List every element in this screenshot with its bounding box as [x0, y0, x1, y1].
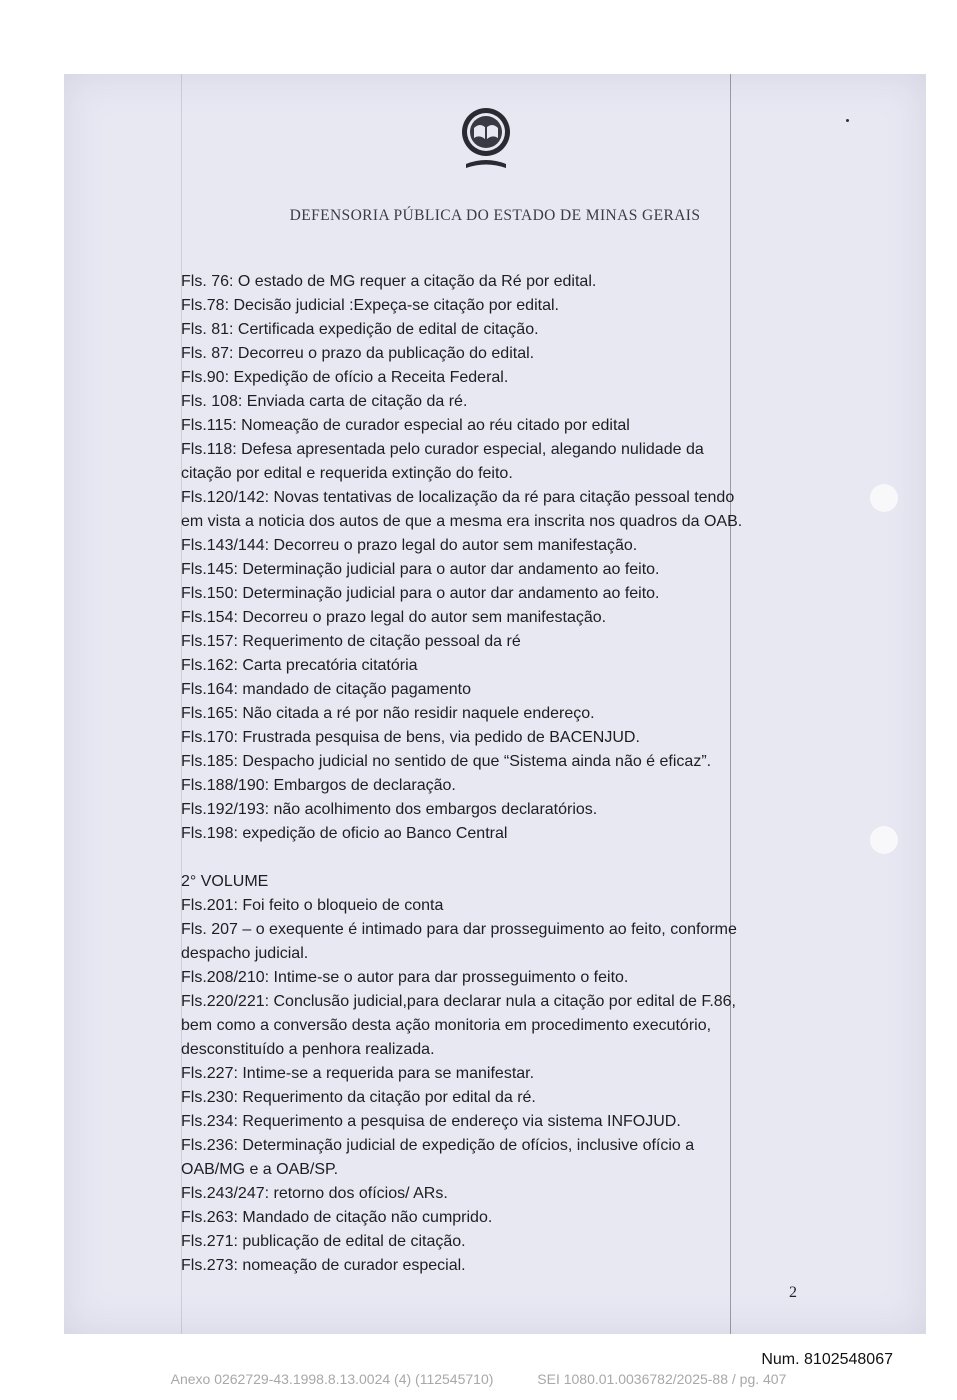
- text-line: Fls.143/144: Decorreu o prazo legal do autor sem manifestação.: [181, 537, 638, 554]
- text-line: em vista a noticia dos autos de que a mesma era inscrita nos quadros da OAB.: [181, 513, 743, 530]
- punch-hole: [870, 826, 898, 854]
- text-line: Fls. 76: O estado de MG requer a citação da Ré por edital.: [181, 273, 597, 290]
- document-number: Num. 8102548067: [761, 1351, 893, 1368]
- text-line: Fls.150: Determinação judicial para o autor dar andamento ao feito.: [181, 585, 660, 602]
- text-line: Fls.243/247: retorno dos ofícios/ ARs.: [181, 1185, 448, 1202]
- text-line: Fls.188/190: Embargos de declaração.: [181, 777, 456, 794]
- text-line: Fls. 87: Decorreu o prazo da publicação do edital.: [181, 345, 535, 362]
- text-line: Fls.145: Determinação judicial para o autor dar andamento ao feito.: [181, 561, 660, 578]
- text-line: Fls.78: Decisão judicial :Expeça-se citação por edital.: [181, 297, 559, 314]
- text-line: Fls.236: Determinação judicial de expedição de ofícios, inclusive ofício a: [181, 1137, 695, 1154]
- text-line: Fls.162: Carta precatória citatória: [181, 657, 418, 674]
- page-number: 2: [789, 1284, 797, 1301]
- text-line: Fls.90: Expedição de ofício a Receita Federal.: [181, 369, 509, 386]
- scanned-sheet: [64, 74, 926, 1334]
- text-line: Fls.115: Nomeação de curador especial ao réu citado por edital: [181, 417, 630, 434]
- text-line: Fls.227: Intime-se a requerida para se manifestar.: [181, 1065, 535, 1082]
- text-line: Fls.220/221: Conclusão judicial,para declarar nula a citação por edital de F.86,: [181, 993, 736, 1010]
- text-line: Fls.234: Requerimento a pesquisa de endereço via sistema INFOJUD.: [181, 1113, 681, 1130]
- footer-reference: [0, 1371, 957, 1387]
- text-line: Fls.118: Defesa apresentada pelo curador especial, alegando nulidade da: [181, 441, 704, 458]
- defensoria-seal-icon: [460, 104, 512, 174]
- text-line: Fls.198: expedição de oficio ao Banco Central: [181, 825, 508, 842]
- text-line: Fls.120/142: Novas tentativas de localização da ré para citação pessoal tendo: [181, 489, 735, 506]
- institution-name: DEFENSORIA PÚBLICA DO ESTADO DE MINAS GERAIS: [289, 207, 701, 224]
- text-line: Fls. 108: Enviada carta de citação da ré.: [181, 393, 468, 410]
- text-line: Fls.165: Não citada a ré por não residir naquele endereço.: [181, 705, 595, 722]
- volume-heading: 2° VOLUME: [181, 873, 269, 890]
- punch-hole: [870, 484, 898, 512]
- text-line: Fls.273: nomeação de curador especial.: [181, 1257, 466, 1274]
- text-line: Fls. 207 – o exequente é intimado para dar prosseguimento ao feito, conforme: [181, 921, 737, 938]
- text-line: Fls.185: Despacho judicial no sentido de que “Sistema ainda não é eficaz”.: [181, 753, 712, 770]
- text-line: Fls.263: Mandado de citação não cumprido.: [181, 1209, 493, 1226]
- text-line: Fls.208/210: Intime-se o autor para dar prosseguimento o feito.: [181, 969, 629, 986]
- text-line: Fls.164: mandado de citação pagamento: [181, 681, 471, 698]
- text-line: Fls.192/193: não acolhimento dos embargos declaratórios.: [181, 801, 598, 818]
- anexo-reference: Anexo 0262729-43.1998.8.13.0024 (4) (112545710): [170, 1371, 494, 1387]
- text-line: citação por edital e requerida extinção do feito.: [181, 465, 513, 482]
- text-line: desconstituído a penhora realizada.: [181, 1041, 435, 1058]
- speck: [846, 119, 849, 122]
- document-body: [181, 270, 821, 1278]
- text-line: Fls.154: Decorreu o prazo legal do autor sem manifestação.: [181, 609, 607, 626]
- text-line: Fls. 81: Certificada expedição de edital de citação.: [181, 321, 539, 338]
- text-line: bem como a conversão desta ação monitoria em procedimento executório,: [181, 1017, 712, 1034]
- text-line: OAB/MG e a OAB/SP.: [181, 1161, 339, 1178]
- text-line: Fls.271: publicação de edital de citação.: [181, 1233, 466, 1250]
- text-line: Fls.230: Requerimento da citação por edital da ré.: [181, 1089, 536, 1106]
- text-line: Fls.201: Foi feito o bloqueio de conta: [181, 897, 444, 914]
- text-line: Fls.170: Frustrada pesquisa de bens, via pedido de BACENJUD.: [181, 729, 640, 746]
- blank-line: [181, 846, 821, 870]
- text-line: Fls.157: Requerimento de citação pessoal da ré: [181, 633, 521, 650]
- text-line: despacho judicial.: [181, 945, 309, 962]
- sei-reference: SEI 1080.01.0036782/2025-88 / pg. 407: [537, 1371, 787, 1387]
